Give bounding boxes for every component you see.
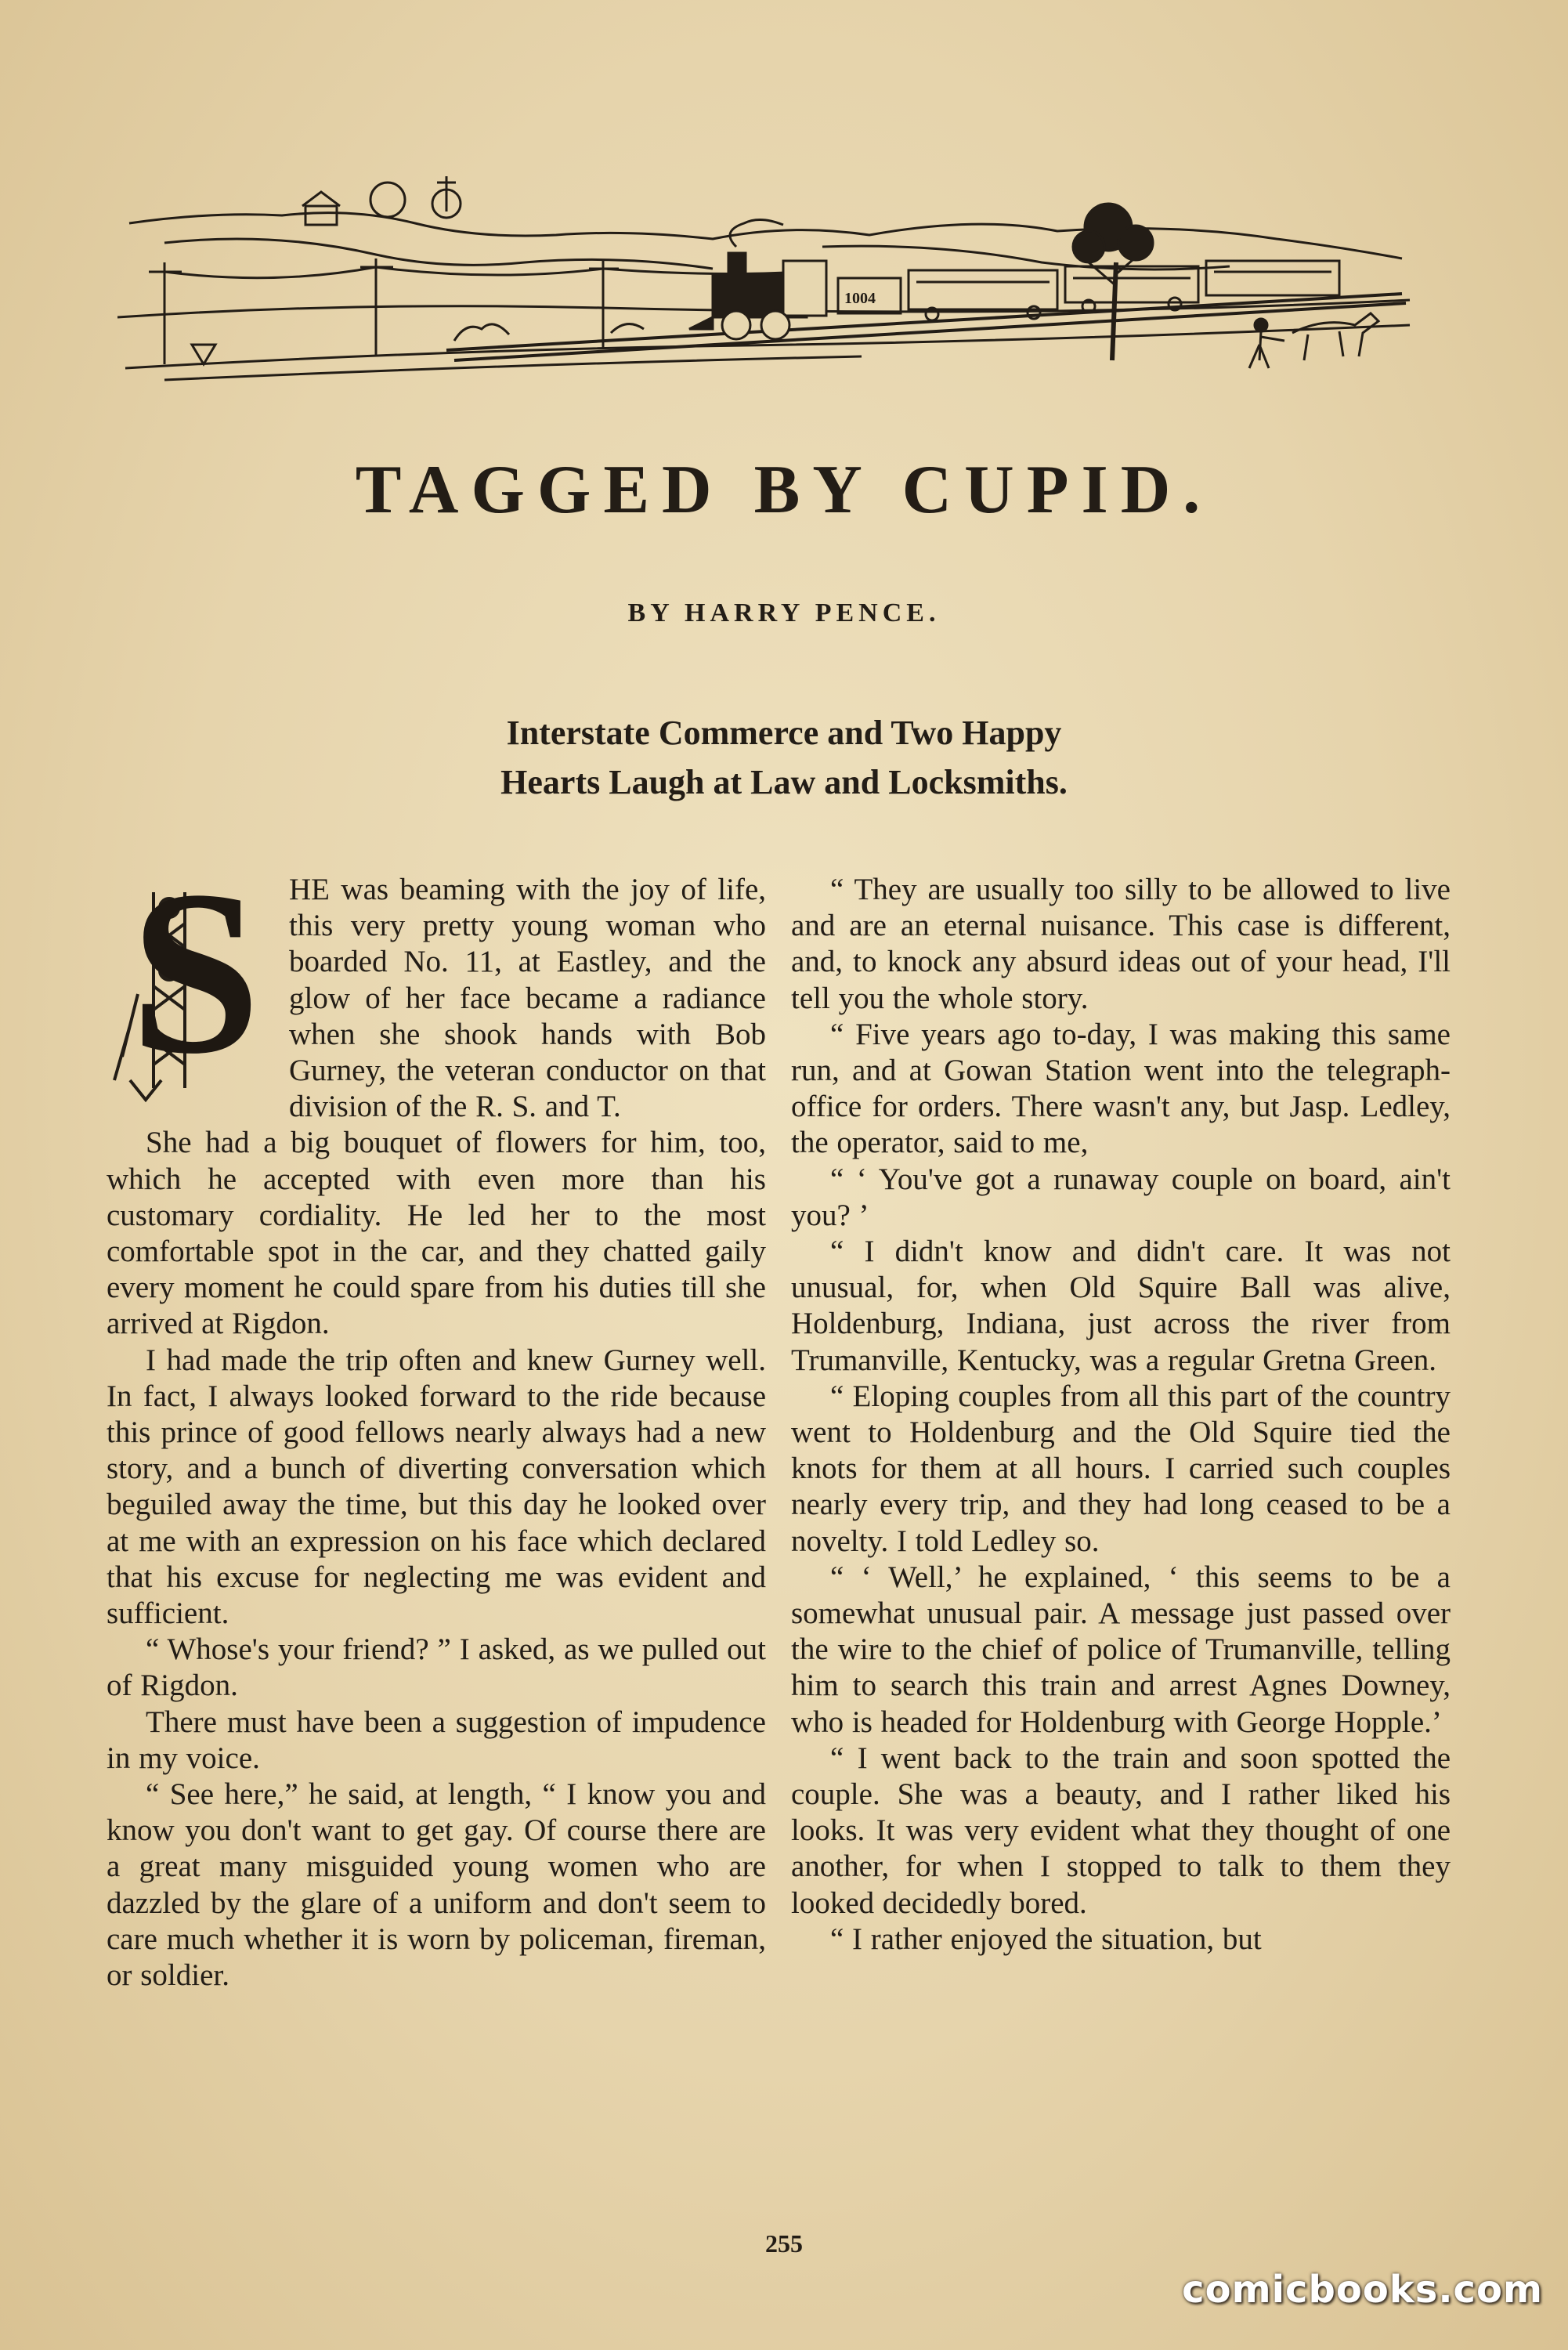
dropcap-letter: S [130, 842, 261, 1102]
paragraph: I had made the trip often and knew Gurney well. In fact, I always looked forward to the ride because this prince of good fellows nearly always had a new story, and a bunch of diverting conversation which beguiled away the time, but this day he looked over at me with an expression on his face which declared that his excuse for neglecting me was evident and sufficient. [107, 1343, 766, 1631]
article-title: TAGGED BY CUPID. [355, 452, 1213, 528]
right-column [791, 872, 1451, 1958]
paragraph: There must have been a suggestion of impudence in my voice. [107, 1705, 766, 1775]
locomotive-number: 1004 [844, 290, 876, 307]
paragraph: “ ‘ Well,’ he explained, ‘ this seems to be a somewhat unusual pair. A message just passed over the wire to the chief of police of Trumanville, telling him to search this train and arrest Agnes Downey, who is headed for Holdenburg with George Hopple.’ [791, 1560, 1451, 1739]
paragraph: She had a big bouquet of flowers for him, too, which he accepted with even more than his customary cordiality. He led her to the most comfortable spot in the car, and they chatted gaily every moment he could spare from his duties till she arrived at Rigdon. [107, 1126, 766, 1341]
train-landscape-illustration [117, 168, 1418, 392]
paragraph: “ I rather enjoyed the situation, but [830, 1922, 1262, 1956]
paragraph: HE was beaming with the joy of life, this very pretty young woman who boarded No. 11, at Eastley, and the glow of her face became a radiance when she shook hands with Bob Gurney, the veteran conductor on that division of the R. S. and T. [289, 873, 766, 1124]
article-subhead [0, 708, 1568, 807]
watermark: comicbooks.com [1182, 2268, 1543, 2312]
subhead-line-2: Hearts Laugh at Law and Locksmiths. [500, 763, 1068, 801]
dropcap [107, 842, 275, 1102]
paragraph: “ ‘ You've got a runaway couple on board, ain't you? ’ [791, 1162, 1451, 1232]
paragraph: “ See here,” he said, at length, “ I know you and know you don't want to get gay. Of course there are a great many misguided young women who are dazzled by the glare of a uniform and don't seem to care much whether it is worn by policeman, fireman, or soldier. [107, 1777, 766, 1993]
subhead-line-1: Interstate Commerce and Two Happy [506, 714, 1062, 752]
article-byline: BY HARRY PENCE. [627, 598, 941, 627]
paragraph: “ I went back to the train and soon spotted the couple. She was a beauty, and I rather liked his looks. It was very evident what they thought of one another, for when I stopped to talk to them they looked decidedly bored. [791, 1741, 1451, 1920]
paragraph: “ Eloping couples from all this part of the country went to Holdenburg and the Old Squire tied the knots for them at all hours. I carried such couples nearly every trip, and they had long ceased to be a novelty. I told Ledley so. [791, 1379, 1451, 1558]
paragraph: “ Whose's your friend? ” I asked, as we pulled out of Rigdon. [107, 1632, 766, 1703]
paragraph: “ I didn't know and didn't care. It was not unusual, for, when Old Squire Ball was alive, Holdenburg, Indiana, just across the river from Trumanville, Kentucky, was a regular Gretna Green. [791, 1235, 1451, 1377]
paragraph: “ They are usually too silly to be allowed to live and are an eternal nuisance. This case is different, and, to knock any absurd ideas out of your head, I'll tell you the whole story. [791, 873, 1451, 1015]
page-number: 255 [765, 2229, 803, 2258]
left-column [107, 842, 766, 1994]
paragraph: “ Five years ago to-day, I was making this same run, and at Gowan Station went into the telegraph-office for orders. There wasn't any, but Jasp. Ledley, the operator, said to me, [791, 1017, 1451, 1160]
